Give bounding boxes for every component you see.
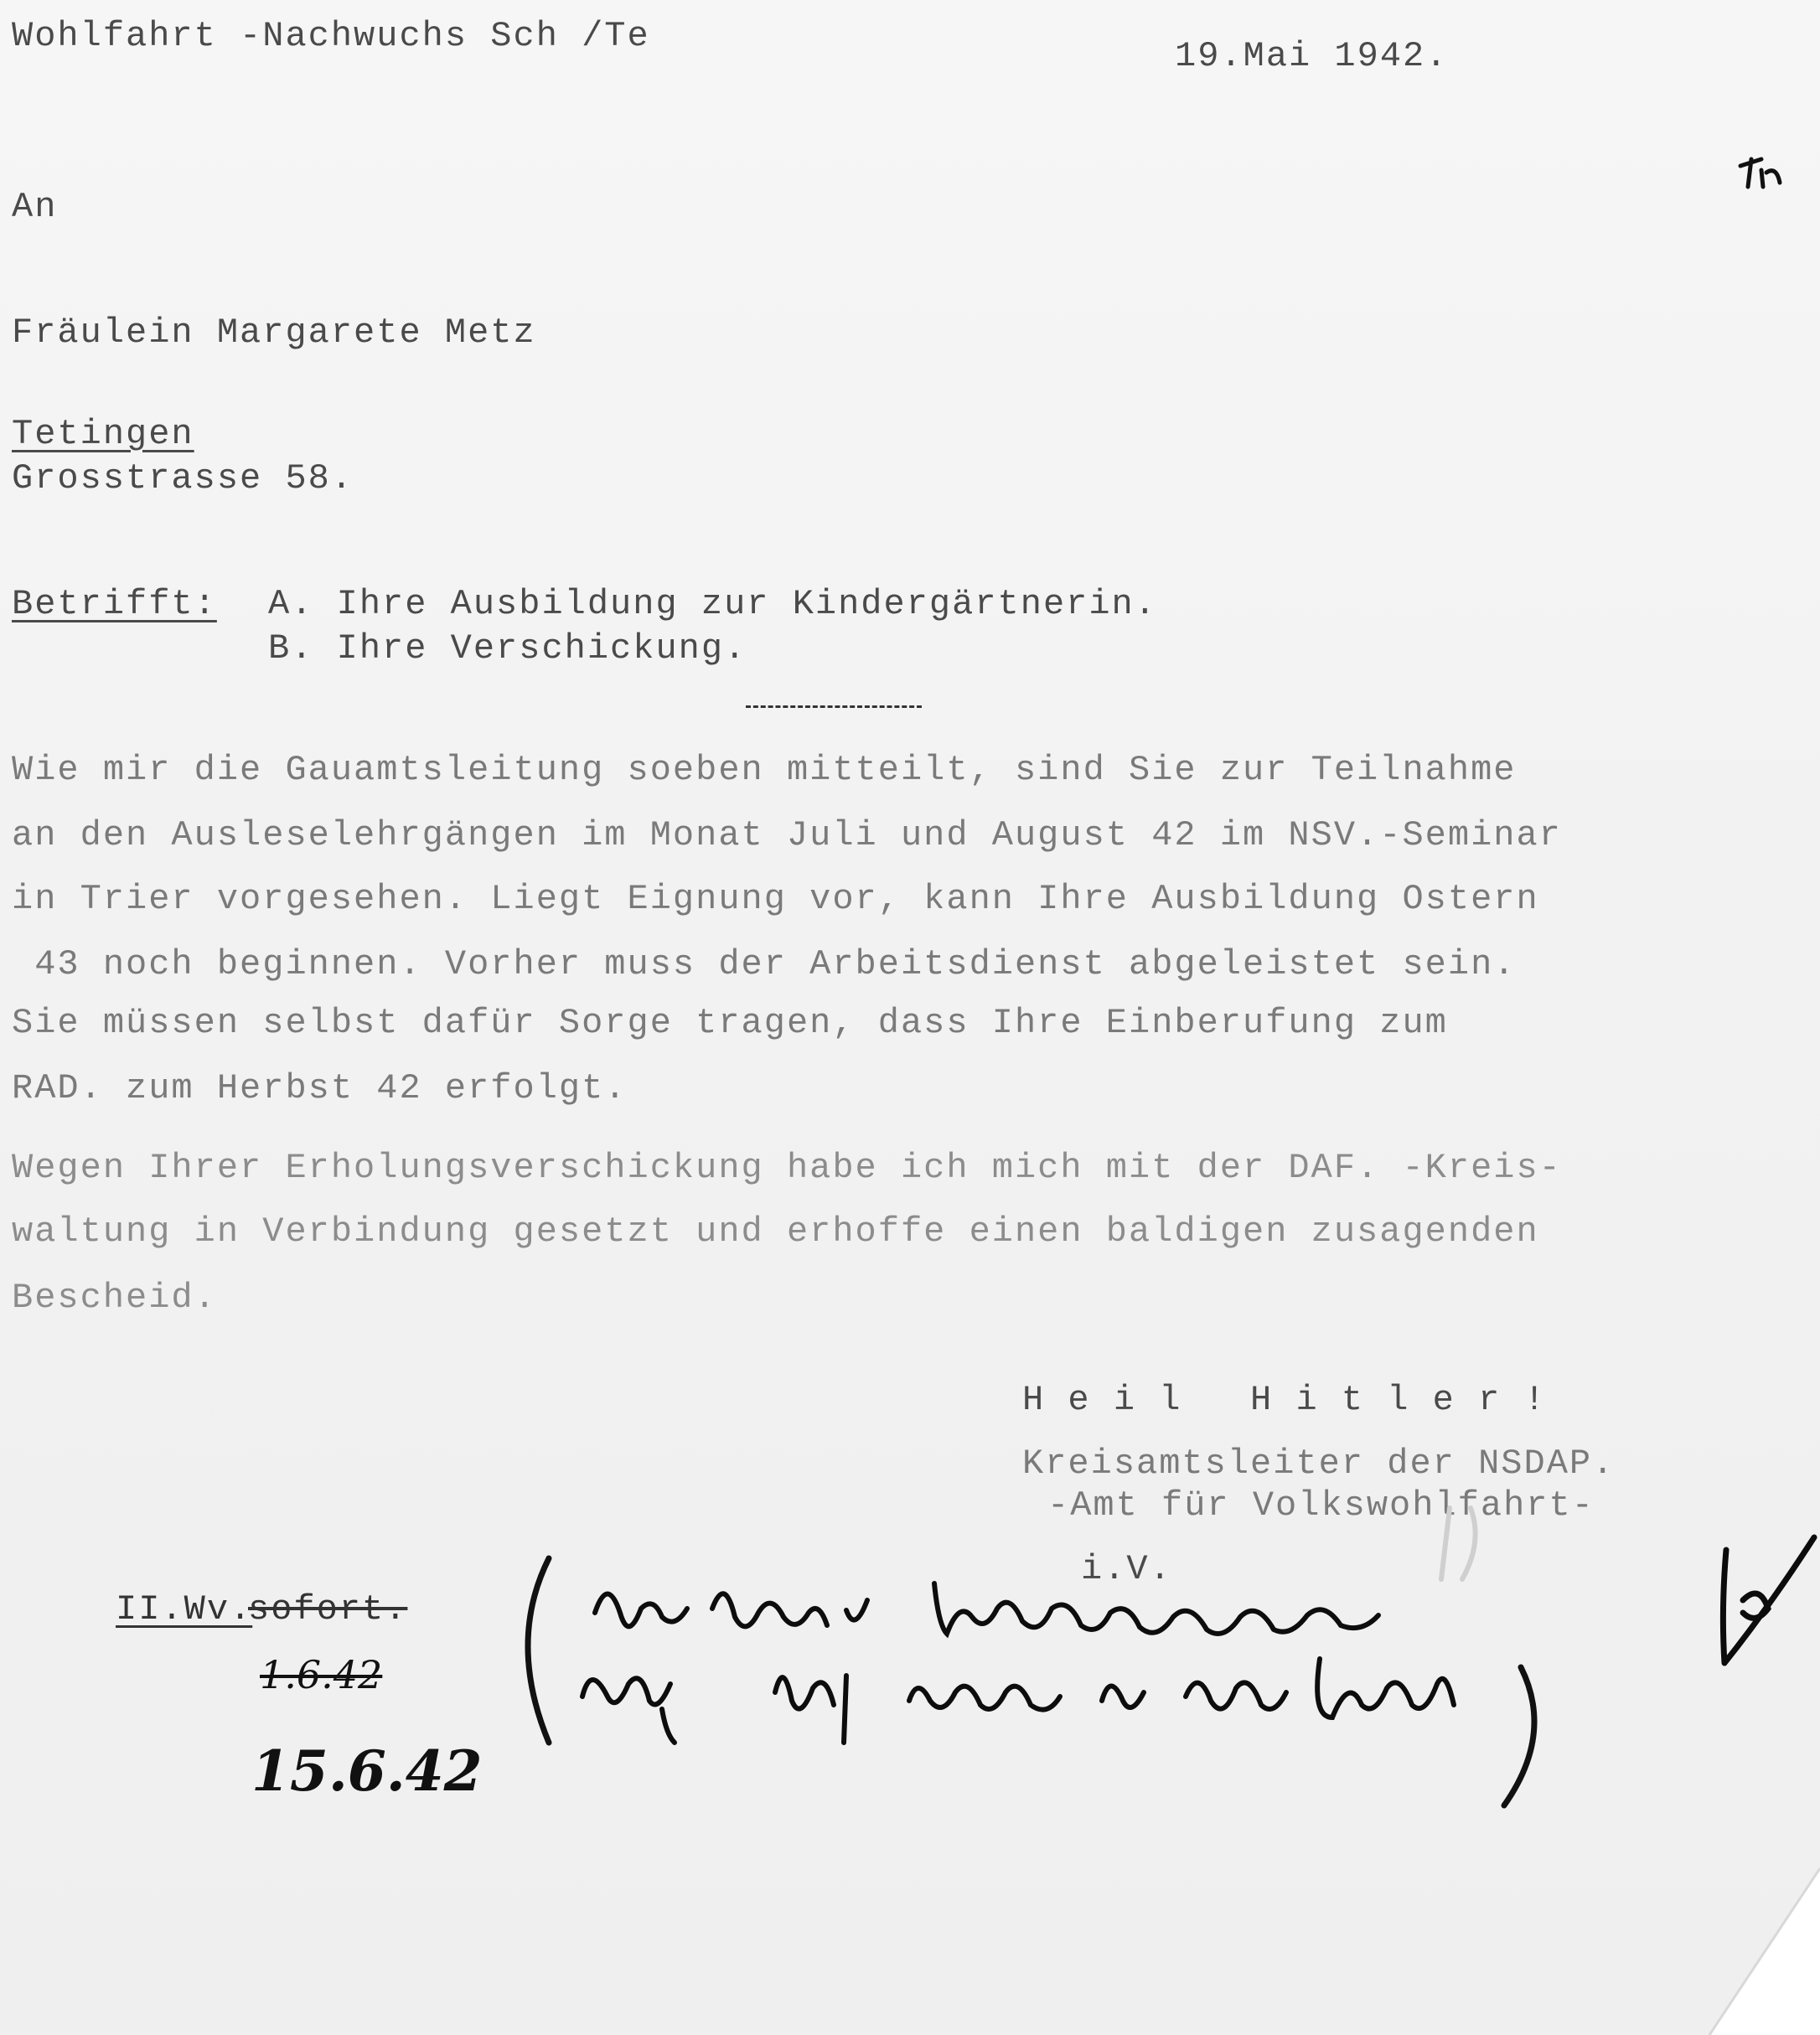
letter-date: 19.Mai 1942. <box>1175 36 1449 76</box>
body-line: in Trier vorgesehen. Liegt Eignung vor, kann Ihre Ausbildung Ostern <box>12 879 1539 919</box>
recipient-street: Grosstrasse 58. <box>12 458 354 498</box>
salutation: An <box>12 187 58 227</box>
initial-mark-top <box>1736 149 1795 199</box>
body-line: 43 noch beginnen. Vorher muss der Arbeitsdienst abgeleistet sein. <box>12 944 1517 984</box>
subject-line-a: A. Ihre Ausbildung zur Kindergärtnerin. <box>268 584 1157 624</box>
handwritten-note <box>515 1550 1571 1810</box>
recipient-name: Fräulein Margarete Metz <box>12 312 536 353</box>
body-line: Wegen Ihrer Erholungsverschickung habe ich mich mit der DAF. -Kreis- <box>12 1148 1562 1188</box>
reference-line: Wohlfahrt -Nachwuchs Sch /Te <box>12 16 650 56</box>
subject-label: Betrifft: <box>12 584 217 624</box>
body-line: Wie mir die Gauamtsleitung soeben mitteilt, sind Sie zur Teilnahme <box>12 750 1517 790</box>
paper-fold <box>1659 1868 1820 2035</box>
body-line: Bescheid. <box>12 1278 217 1318</box>
body-line: RAD. zum Herbst 42 erfolgt. <box>12 1068 628 1108</box>
closing-title-line2: -Amt für Volkswohlfahrt- <box>1047 1485 1595 1526</box>
subject-line-b: B. Ihre Verschickung. <box>268 628 747 669</box>
closing-title-line1: Kreisamtsleiter der NSDAP. <box>1022 1444 1616 1484</box>
wv-struck: sofort. <box>248 1589 408 1630</box>
struck-date: 1.6.42 <box>260 1652 383 1697</box>
closing-greeting: H e i l H i t l e r ! <box>1022 1380 1547 1420</box>
handwritten-initial <box>1709 1533 1820 1676</box>
closing-iv: i.V. <box>1081 1549 1172 1589</box>
section-divider <box>746 705 922 710</box>
body-line: Sie müssen selbst dafür Sorge tragen, dass Ihre Einberufung zum <box>12 1003 1448 1043</box>
handwritten-date: 15.6.42 <box>251 1738 483 1804</box>
recipient-city: Tetingen <box>12 414 194 454</box>
wv-prefix: II.Wv. <box>116 1589 253 1630</box>
body-line: waltung in Verbindung gesetzt und erhoffe einen baldigen zusagenden <box>12 1211 1539 1252</box>
body-line: an den Ausleselehrgängen im Monat Juli und August 42 im NSV.-Seminar <box>12 815 1562 855</box>
